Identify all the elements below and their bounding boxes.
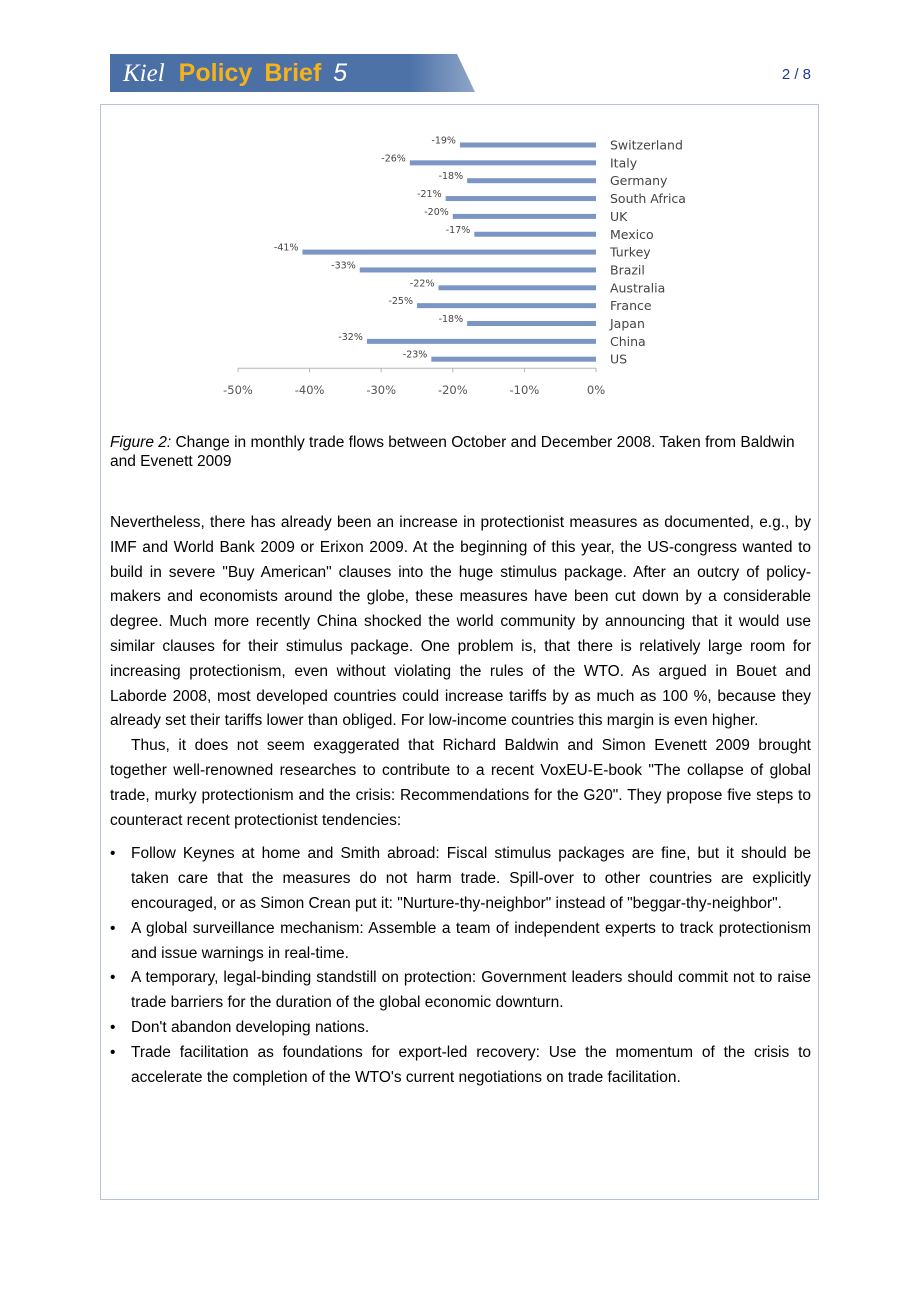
brand-brief: Brief — [264, 59, 322, 87]
value-label: -41% — [273, 242, 299, 254]
brand-logo — [123, 56, 347, 92]
list-item-text: A temporary, legal-binding standstill on protection: Government leaders should commit not to raise trade barriers for the duration of the global economic downturn. — [131, 969, 811, 1012]
bar-brazil — [360, 267, 596, 272]
bar-australia — [438, 285, 596, 290]
value-label: -25% — [388, 296, 413, 308]
bar-switzerland — [460, 143, 596, 148]
paragraph-2: Thus, it does not seem exaggerated that Richard Baldwin and Simon Evenett 2009 brought together well-renowned researches to contribute to a recent VoxEU-E-book "The collapse of global trade, murky protectionism and the crisis: Recommendations for the G20". They propose five steps to counteract recent protectionist tendencies: — [110, 737, 811, 829]
value-label: -18% — [438, 314, 464, 325]
value-label: -18% — [438, 171, 464, 183]
paragraph-1: Nevertheless, there has already been an increase in protectionist measures as documented, e.g., by IMF and World Bank 2009 or Erixon 2009. At the beginning of this year, the US-congress wanted to build in severe "Buy American" clauses into the huge stimulus package. After an outcry of policy-makers and economists around the globe, these measures have been cut down by a considerable degree. Much more recently China shocked the world community by announcing that it would use similar clauses for their stimulus package. One problem is, that there is relatively large room for increasing protectionism, even without violating the rules of the WTO. As argued in Bouet and Laborde 2008, most developed countries could increase tariffs by as much as 100 %, because they already set their tariffs lower than obliged. For low-income countries this margin is even higher. — [110, 514, 811, 730]
value-label: -21% — [417, 189, 442, 201]
value-label: -26% — [381, 153, 406, 165]
category-label: South Africa — [610, 191, 686, 207]
value-label: -22% — [409, 278, 435, 290]
list-item-text: Don't abandon developing nations. — [131, 1018, 370, 1036]
x-tick-label: -30% — [366, 383, 397, 398]
category-label: Australia — [610, 280, 666, 296]
caption-label: Figure 2: — [110, 434, 172, 451]
recommendation-list — [110, 842, 811, 1090]
category-label: Brazil — [610, 262, 645, 278]
category-label: US — [610, 351, 628, 367]
list-item — [110, 917, 811, 967]
x-tick-label: -20% — [437, 383, 468, 398]
value-label: -32% — [338, 331, 363, 343]
brand-kiel: Kiel — [123, 60, 165, 87]
bar-turkey — [302, 250, 596, 255]
bar-uk — [453, 214, 596, 219]
value-label: -20% — [424, 206, 449, 218]
header-banner — [110, 54, 475, 92]
caption-text: Change in monthly trade flows between October and December 2008. Taken from Baldwin and Evenett 2009 — [110, 434, 795, 470]
list-item-text: Follow Keynes at home and Smith abroad: Fiscal stimulus packages are fine, but it should be taken care that the measures do not harm trade. Spill-over to other countries are explicitly encouraged, or as Simon Crean put it: "Nurture-thy-neighbor" instead of "beggar-thy-neighbor". — [131, 845, 811, 912]
value-label: -19% — [431, 135, 456, 147]
bar-mexico — [474, 232, 596, 237]
list-item — [110, 966, 811, 1016]
bar-south-africa — [446, 196, 596, 201]
bar-us — [431, 357, 596, 362]
category-label: China — [610, 333, 646, 349]
category-label: UK — [610, 208, 628, 224]
category-label: Germany — [610, 173, 668, 189]
category-label: Italy — [610, 155, 638, 171]
value-label: -33% — [331, 260, 356, 272]
list-item-text: A global surveillance mechanism: Assemble a team of independent experts to track protectionism and issue warnings in real-time. — [131, 919, 811, 962]
trade-flow-bar-chart — [200, 125, 700, 405]
bar-italy — [410, 160, 596, 165]
figure-caption — [110, 433, 810, 471]
bullet-icon: • — [110, 969, 116, 987]
x-axis — [223, 368, 605, 397]
bar-france — [417, 303, 596, 308]
list-item — [110, 842, 811, 916]
bullet-icon: • — [110, 919, 116, 937]
x-tick-label: -40% — [294, 383, 325, 398]
value-label: -23% — [402, 349, 428, 361]
category-label: Mexico — [610, 226, 654, 242]
brand-policy: Policy — [178, 59, 253, 87]
x-tick-label: 0% — [586, 383, 606, 398]
body-text — [110, 511, 811, 1090]
bullet-icon: • — [110, 845, 116, 863]
bars — [274, 136, 686, 367]
page-indicator: 2 / 8 — [781, 66, 811, 83]
category-label: Turkey — [610, 244, 651, 260]
bar-germany — [467, 178, 596, 183]
value-label: -17% — [445, 224, 471, 236]
category-label: Japan — [610, 316, 645, 331]
list-item — [110, 1041, 811, 1091]
x-tick-label: -10% — [509, 383, 540, 398]
category-label: Switzerland — [610, 137, 683, 153]
bar-japan — [467, 321, 596, 326]
bullet-icon: • — [110, 1043, 116, 1061]
x-tick-label: -50% — [223, 383, 253, 398]
list-item-text: Trade facilitation as foundations for export-led recovery: Use the momentum of the crisis to accelerate the completion of the WTO's current negotiations on trade facilitation. — [131, 1043, 811, 1086]
bullet-icon: • — [110, 1018, 116, 1036]
category-label: France — [610, 298, 652, 314]
list-item — [110, 1016, 811, 1041]
brand-number: 5 — [333, 59, 348, 87]
bar-china — [367, 339, 596, 344]
